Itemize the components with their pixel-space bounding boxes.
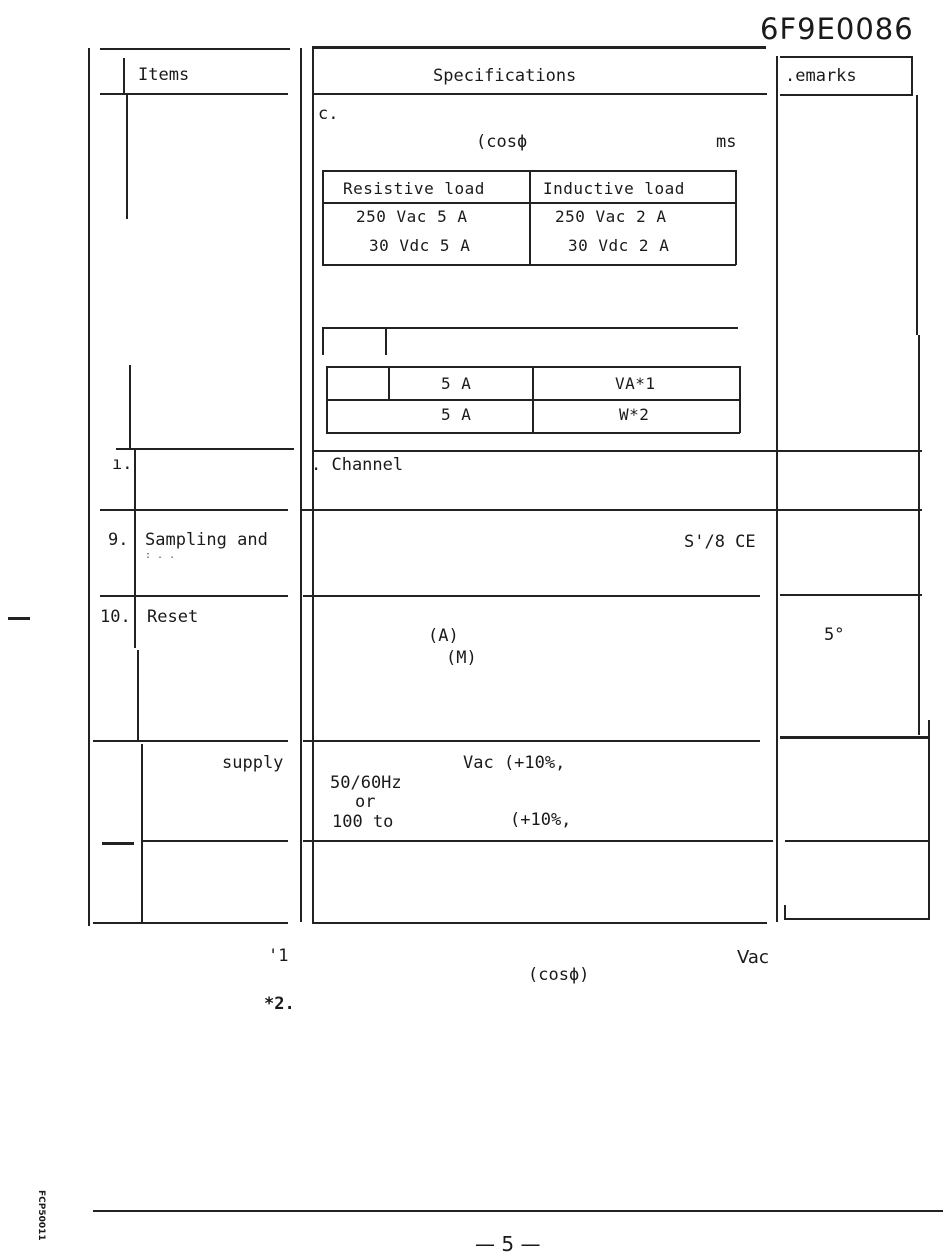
table-header-inductive: Inductive load xyxy=(543,179,685,198)
specifications-header: Specifications xyxy=(433,66,577,86)
table-cell: 30 Vdc 5 A xyxy=(369,236,471,255)
reset-mode-manual: (M) xyxy=(446,648,477,668)
document-number: 6F9E0086 xyxy=(760,12,914,46)
spec-line-c: c. xyxy=(318,104,339,124)
page-number: — 5 — xyxy=(475,1232,541,1256)
supply-spec-vac: Vac (+10%, xyxy=(463,753,566,773)
item-sampling: Sampling and xyxy=(145,530,268,550)
channel-spec: . Channel xyxy=(311,455,404,475)
table-cell: VA*1 xyxy=(615,374,656,393)
cos-phi-label: (cosϕ xyxy=(476,132,528,152)
remarks-header: .emarks xyxy=(785,66,857,86)
footnote-1-vac: Vac xyxy=(737,947,769,968)
reset-remark: 5° xyxy=(824,625,845,645)
row-number: 10. xyxy=(100,607,131,627)
table-cell: 250 Vac 2 A xyxy=(555,207,667,226)
row-number: ı. xyxy=(112,454,133,474)
row-number: 9. xyxy=(108,530,129,550)
table-cell: 250 Vac 5 A xyxy=(356,207,468,226)
table-cell: 30 Vdc 2 A xyxy=(568,236,670,255)
reset-mode-auto: (A) xyxy=(428,626,459,646)
ms-label: ms xyxy=(716,132,737,152)
supply-spec-range: 100 to xyxy=(332,812,394,832)
supply-spec-or: or xyxy=(355,792,376,812)
table-cell: W*2 xyxy=(619,405,650,424)
footnote-2-mark: *2. xyxy=(264,994,295,1014)
item-sampling-cont: : . . xyxy=(145,550,176,561)
item-supply: supply xyxy=(222,753,284,773)
supply-spec-tolerance: (+10%, xyxy=(510,810,572,830)
items-header: Items xyxy=(138,65,190,85)
table-cell: 5 A xyxy=(441,405,472,424)
footnote-1-cos-phi: (cosϕ) xyxy=(528,965,590,985)
table-header-resistive: Resistive load xyxy=(343,179,485,198)
form-code: FCP50011 xyxy=(36,1190,46,1241)
supply-spec-frequency: 50/60Hz xyxy=(330,773,402,793)
item-reset: Reset xyxy=(147,607,199,627)
table-cell: 5 A xyxy=(441,374,472,393)
footnote-1-mark: '1 xyxy=(268,946,289,966)
sampling-spec: S'/8 CE xyxy=(684,532,756,552)
